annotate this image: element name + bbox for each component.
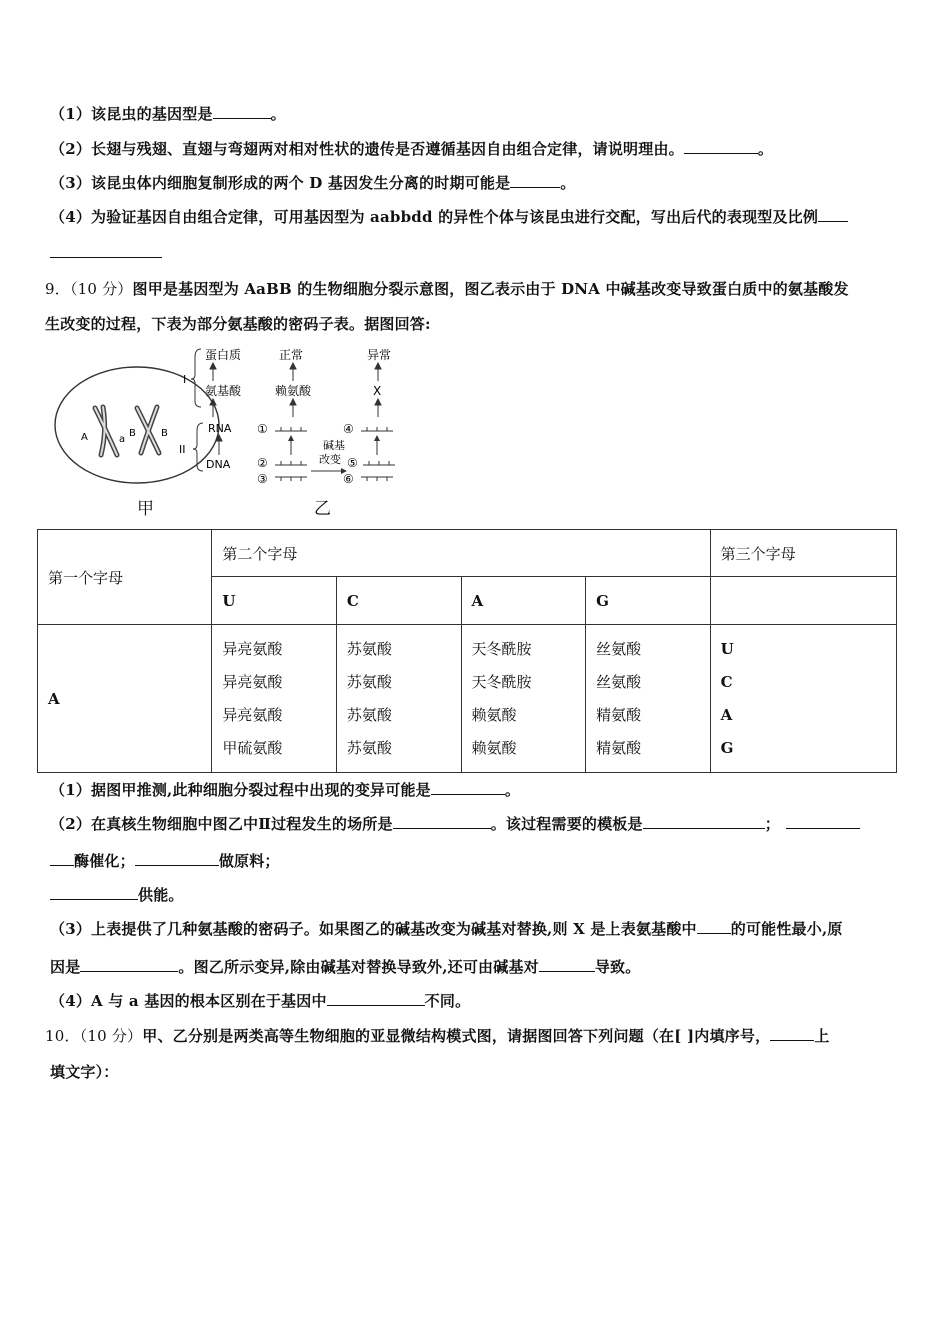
table-cell: 苏氨酸 [346, 705, 392, 724]
caption-yi: 乙 [314, 499, 331, 519]
table-cell: 异亮氨酸 [222, 705, 283, 724]
strand-label-5: ⑤ [347, 456, 358, 470]
table-cell: 苏氨酸 [346, 672, 392, 691]
header-third-letter: 第三个字母 [710, 530, 896, 577]
sub-header-C: C [336, 577, 461, 625]
arrow-transcription-normal [288, 435, 294, 441]
label-rna: RNA [208, 422, 232, 435]
answer-blank [135, 851, 219, 866]
table-cell: 苏氨酸 [346, 738, 392, 757]
header-second-letter: 第二个字母 [212, 530, 710, 577]
q8-part4: （4）为验证基因自由组合定律，可用基因型为 aabbdd 的异性个体与该昆虫进行交配，写出后代的表现型及比例 [50, 206, 848, 227]
q9-part2-continued: 酶催化； 做原料； [50, 850, 280, 871]
answer-blank [50, 885, 138, 900]
table-cell: 异亮氨酸 [222, 672, 283, 691]
column-C [336, 625, 461, 773]
q9-stem-line1: 9．（10 分）图甲是基因型为 AaBB 的生物细胞分裂示意图，图乙表示由于 DNA 中碱基改变导致蛋白质中的氨基酸发 [45, 280, 849, 298]
strand-label-1: ① [257, 422, 268, 436]
q8-part2: （2）长翅与残翅、直翅与弯翅两对相对性状的遗传是否遵循基因自由组合定律，请说明理由。 。 [50, 140, 774, 158]
q8-part3: （3）该昆虫体内细胞复制形成的两个 D 基因发生分离的时期可能是 。 [50, 174, 576, 192]
answer-blank [393, 814, 491, 829]
label-lysine: 赖氨酸 [275, 384, 312, 398]
table-cell: 精氨酸 [596, 738, 642, 757]
answer-blank [770, 1026, 814, 1041]
column-U [212, 625, 337, 773]
q8-part4-continuation [50, 243, 162, 262]
q10-stem-line2: 填文字）： [50, 1063, 119, 1081]
label-normal: 正常 [279, 348, 304, 362]
answer-blank [431, 780, 505, 795]
q10-stem-line1: 10．（10 分）甲、乙分别是两类高等生物细胞的亚显微结构模式图，请据图回答下列问题（在[ ]内填序号， 上 [45, 1027, 830, 1045]
arrow-transcription-abnormal [374, 435, 380, 441]
sub-header-G: G [586, 577, 711, 625]
label-base-change-2: 改变 [319, 453, 341, 466]
answer-blank [818, 207, 848, 222]
strand-label-2: ② [257, 456, 268, 470]
q8-part1: （1）该昆虫的基因型是 。 [50, 105, 286, 123]
label-process-I: I [183, 373, 187, 386]
q9-part1: （1）据图甲推测,此种细胞分裂过程中出现的变异可能是 。 [50, 781, 521, 799]
table-cell: C [720, 672, 733, 691]
gene-label-a: a [119, 434, 126, 445]
label-x: X [373, 384, 382, 398]
answer-blank [327, 991, 425, 1006]
header-first-letter: 第一个字母 [38, 530, 212, 625]
table-cell: 天冬酰胺 [471, 639, 532, 658]
figure-jia-cell [55, 367, 219, 483]
strand-label-6: ⑥ [343, 472, 354, 486]
q9-part2: （2）在真核生物细胞中图乙中Ⅱ过程发生的场所是 。该过程需要的模板是 ； [50, 813, 860, 834]
sub-header-empty [710, 577, 896, 625]
q9-figure [45, 343, 415, 523]
sub-header-A: A [461, 577, 586, 625]
label-base-change-1: 碱基 [323, 439, 345, 452]
answer-blank [213, 104, 271, 119]
table-cell: U [720, 639, 734, 658]
answer-blank [539, 957, 595, 972]
label-amino-acid: 氨基酸 [205, 384, 242, 398]
label-abnormal: 异常 [367, 348, 392, 362]
gene-label-B-right: B [161, 428, 168, 439]
q9-part3-continued: 因是 。图乙所示变异,除由碱基对替换导致外,还可由碱基对 导致。 [50, 958, 641, 976]
answer-blank [50, 243, 162, 258]
strand-label-4: ④ [343, 422, 354, 436]
q9-part2-end: 供能。 [50, 884, 184, 905]
answer-blank [684, 139, 758, 154]
table-cell: 赖氨酸 [471, 738, 517, 757]
table-cell: 赖氨酸 [471, 705, 517, 724]
label-dna: DNA [206, 458, 231, 471]
table-cell: A [720, 705, 733, 724]
column-A [461, 625, 586, 773]
label-process-II: II [179, 443, 186, 456]
caption-jia: 甲 [137, 499, 154, 519]
table-cell: 天冬酰胺 [471, 672, 532, 691]
column-G [586, 625, 711, 773]
q9-stem-line2: 生改变的过程，下表为部分氨基酸的密码子表。据图回答: [45, 315, 431, 333]
table-cell: 苏氨酸 [346, 639, 392, 658]
answer-blank [80, 957, 178, 972]
answer-blank [786, 814, 860, 829]
abnormal-strands [361, 427, 395, 481]
codon-table [37, 529, 897, 773]
answer-blank [510, 173, 560, 188]
strand-label-3: ③ [257, 472, 268, 486]
q9-part4: （4）A 与 a 基因的根本区别在于基因中 不同。 [50, 992, 471, 1010]
answer-blank [697, 919, 731, 934]
table-cell: 精氨酸 [596, 705, 642, 724]
table-cell: 丝氨酸 [596, 672, 642, 691]
gene-label-A: A [81, 432, 88, 443]
label-protein: 蛋白质 [205, 348, 242, 362]
gene-label-B-left: B [129, 428, 136, 439]
q9-part3: （3）上表提供了几种氨基酸的密码子。如果图乙的碱基改变为碱基对替换,则 X 是上表氨基酸中 的可能性最小,原 [50, 920, 843, 938]
answer-blank [643, 814, 765, 829]
brace-I [191, 349, 201, 407]
table-cell: G [720, 738, 734, 757]
table-cell: 丝氨酸 [596, 639, 642, 658]
sub-header-U: U [212, 577, 337, 625]
column-third-letter [710, 625, 896, 773]
answer-blank [50, 851, 74, 866]
table-cell: 异亮氨酸 [222, 639, 283, 658]
table-cell: 甲硫氨酸 [222, 738, 283, 757]
row-first-letter: A [38, 625, 212, 773]
